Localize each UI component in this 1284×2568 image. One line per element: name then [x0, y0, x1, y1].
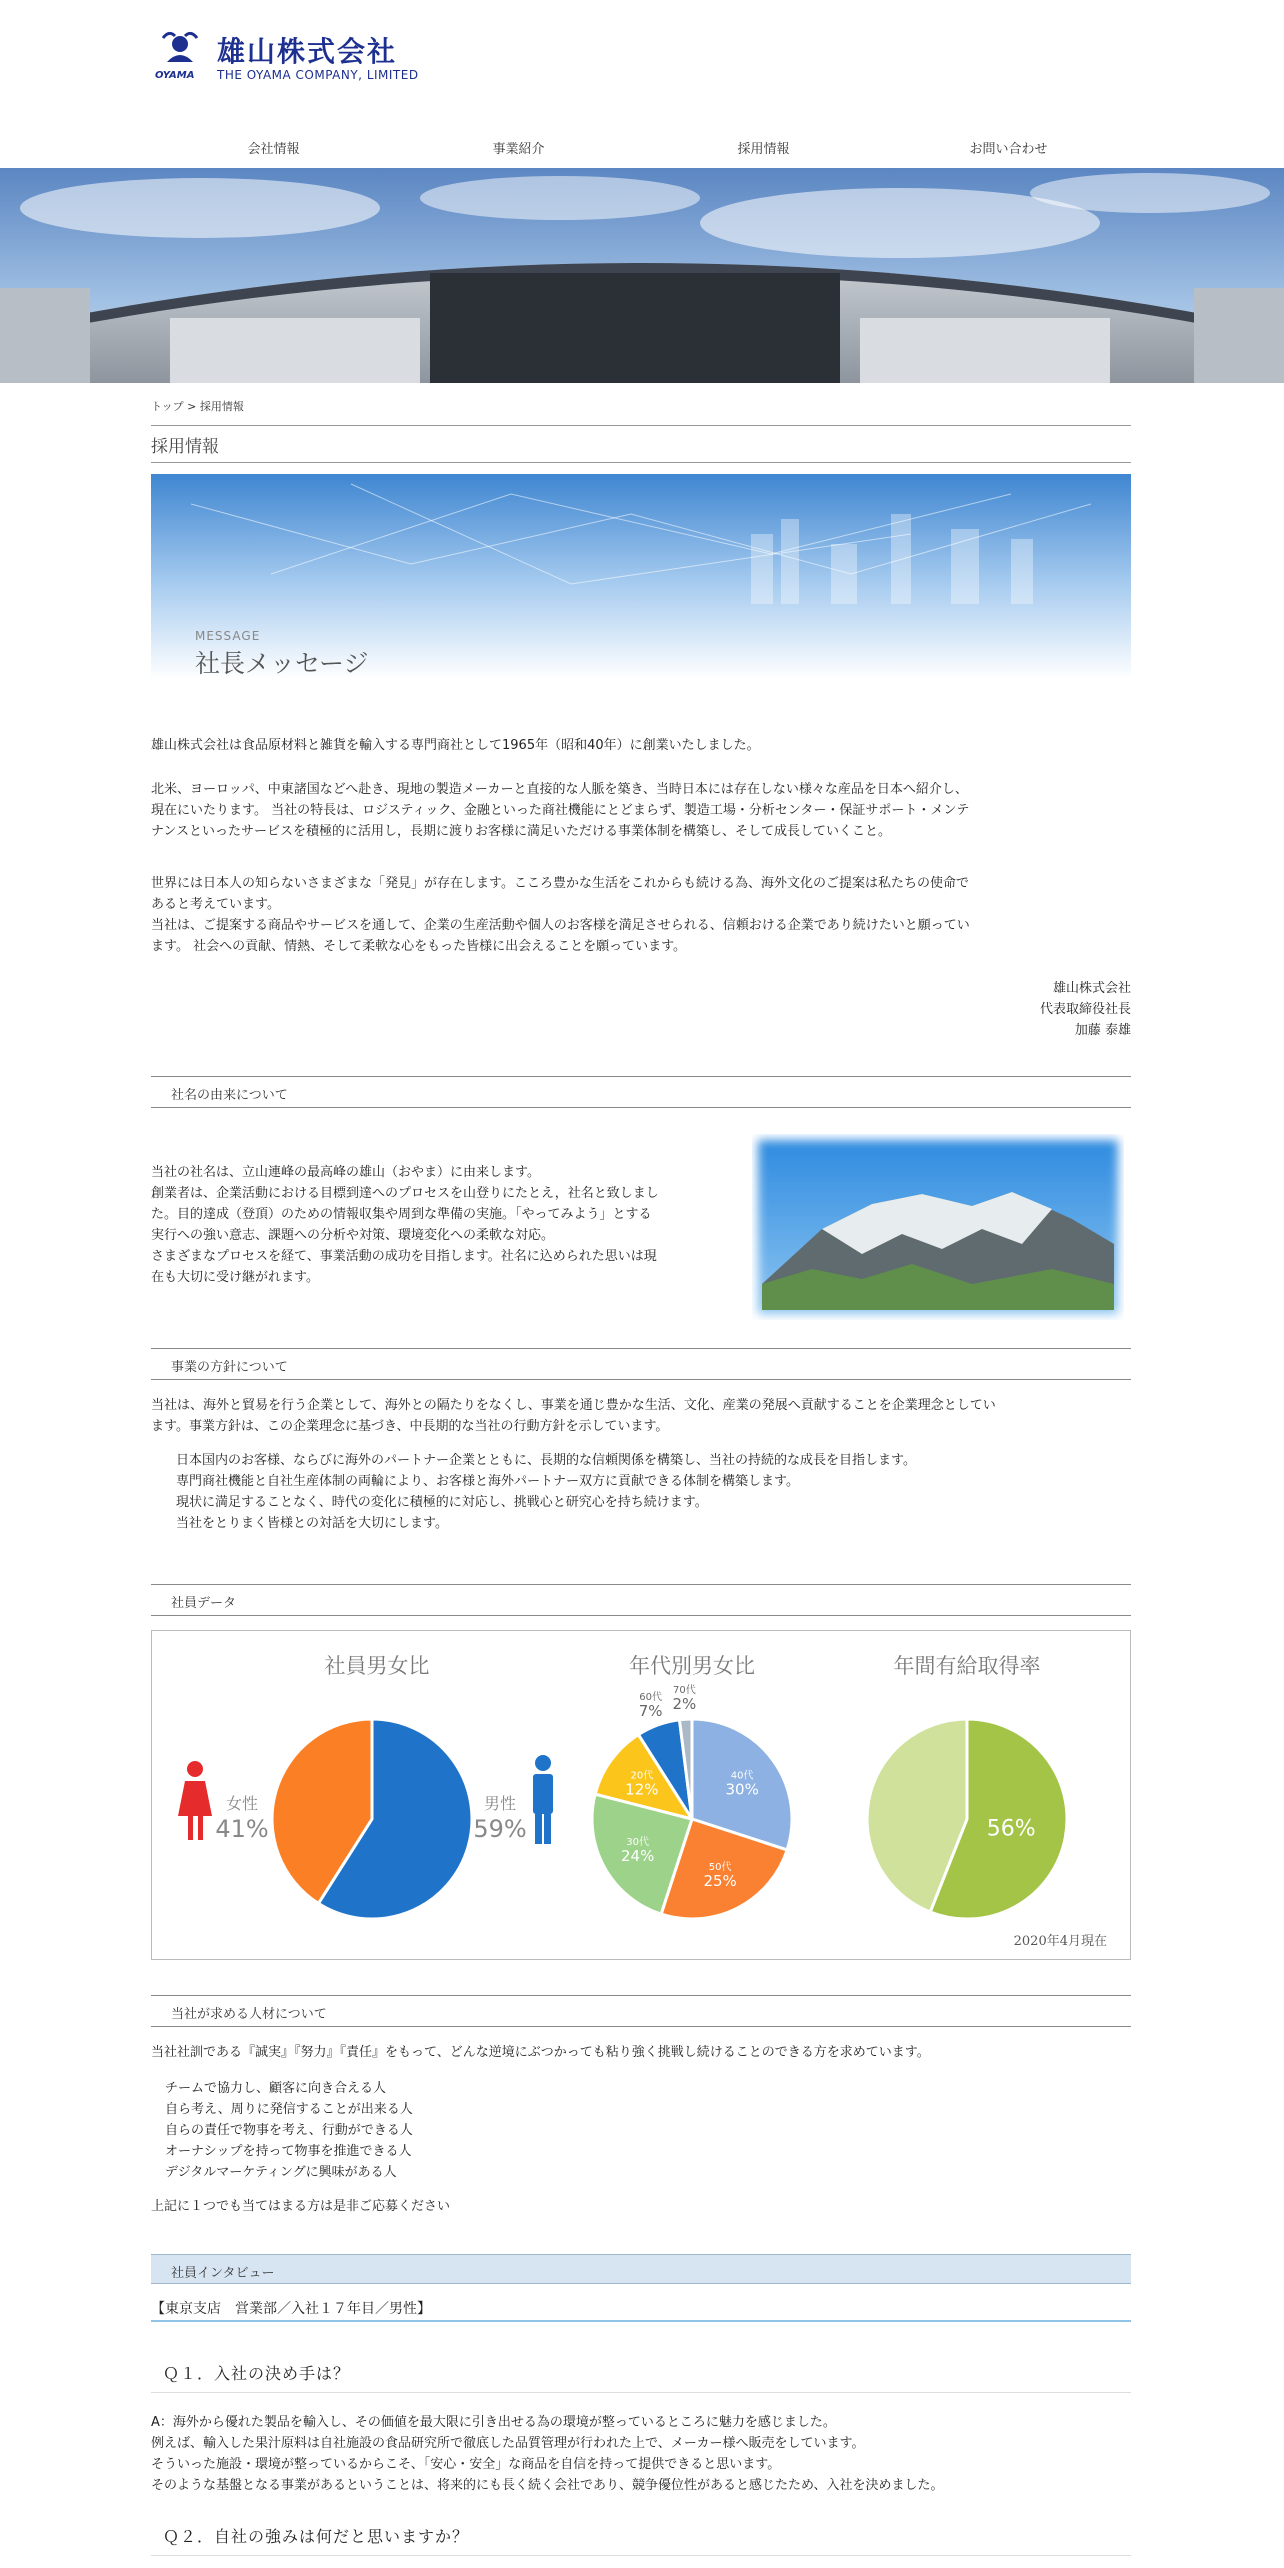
policy-list: [176, 1450, 1126, 1534]
pie-gender: [272, 1719, 472, 1919]
chart-title-age: 年代別男女比: [629, 1654, 755, 1678]
message-paragraph: 世界には日本人の知らないさまざまな「発見」が存在します。こころ豊かな生活をこれからも続ける為、海外文化のご提案は私たちの使命で あると考えています。 当社は、ご提案する商品やサービスを通して、企業の生産活動や個人のお客様を満足させられる、信頼おける企業であり続けたいと願ってい ます。 社会への貢献、情熱、そして柔軟な心をもった皆様に出会えることを願っています。: [151, 876, 970, 954]
page-title: 採用情報: [151, 437, 219, 457]
chart-title-leave: 年間有給取得率: [893, 1654, 1041, 1678]
message-title: 社長メッセージ: [195, 649, 369, 678]
male-pct: 59%: [473, 1815, 527, 1843]
list-item: チームで協力し、顧客に向き合える人: [165, 2081, 387, 2096]
list-item: 自らの責任で物事を考え、行動ができる人: [165, 2123, 413, 2138]
list-item: 日本国内のお客様、ならびに海外のパートナー企業とともに、長期的な信頼関係を構築し、当社の持続的な成長を目指します。: [176, 1453, 916, 1468]
breadcrumb[interactable]: トップ > 採用情報: [151, 400, 244, 413]
wanted-intro: 当社社訓である『誠実』『努力』『責任』をもって、どんな逆境にぶつかっても粘り強く挑戦し続けることのできる方を求めています。: [151, 2045, 930, 2060]
slice-category-label: 60代: [639, 1692, 663, 1704]
charts-svg: [152, 1631, 1130, 1959]
nav-business[interactable]: 事業紹介: [492, 142, 545, 157]
list-item: 現状に満足することなく、時代の変化に積極的に対応し、挑戦心と研究心を持ち続けます。: [176, 1495, 708, 1510]
list-item: 当社をとりまく皆様との対話を大切にします。: [176, 1516, 448, 1531]
section-heading-wanted: 当社が求める人材について: [151, 1995, 1131, 2027]
global-nav: [151, 138, 1131, 162]
list-item: 自ら考え、周りに発信することが出来る人: [165, 2102, 413, 2117]
nav-company-info[interactable]: 会社情報: [247, 142, 300, 157]
slice-value-label: 2%: [672, 1695, 697, 1714]
slice-value-label: 56%: [986, 1816, 1036, 1842]
wanted-closing: 上記に１つでも当てはまる方は是非ご応募ください: [151, 2199, 451, 2214]
message-banner: [151, 474, 1131, 679]
hero-image: [0, 168, 1284, 383]
question-1: Ｑ１．入社の決め手は？: [151, 2355, 1131, 2393]
female-icon: [178, 1761, 212, 1840]
policy-intro: 当社は、海外と貿易を行う企業として、海外との隔たりをなくし、事業を通じ豊かな生活、文化、産業の発展へ貢献することを企業理念としてい ます。事業方針は、この企業理念に基づき、中長期的な当社の行動方針を示しています。: [151, 1398, 996, 1434]
slice-category-label: 40代: [730, 1770, 754, 1782]
slice-category-label: 70代: [672, 1685, 696, 1697]
employee-data-charts: [151, 1630, 1131, 1960]
section-heading-origin: 社名の由来について: [151, 1076, 1131, 1108]
slice-category-label: 30代: [626, 1836, 650, 1848]
slice-value-label: 7%: [638, 1702, 663, 1721]
logo-sub: OYAMA: [155, 70, 195, 81]
slice-value-label: 12%: [625, 1780, 659, 1799]
nav-recruit[interactable]: 採用情報: [737, 142, 790, 157]
mountain-photo: [752, 1134, 1124, 1320]
chart-title-gender: 社員男女比: [324, 1654, 430, 1678]
list-item: 専門商社機能と自社生産体制の両輪により、お客様と海外パートナー双方に貢献できる体制を構築します。: [176, 1474, 799, 1489]
male-label: 男性: [483, 1794, 517, 1813]
list-item: オーナシップを持って物事を推進できる人: [165, 2144, 412, 2159]
slice-value-label: 25%: [703, 1872, 737, 1891]
pie-age: [592, 1683, 792, 1919]
slice-value-label: 24%: [620, 1846, 655, 1865]
section-heading-policy: 事業の方針について: [151, 1348, 1131, 1380]
slice-category-label: 20代: [630, 1770, 654, 1782]
nav-contact[interactable]: お問い合わせ: [969, 142, 1048, 157]
data-date-note: 2020年4月現在: [1013, 1934, 1107, 1949]
question-2: Ｑ２．自社の強みは何だと思いますか？: [151, 2518, 1131, 2556]
divider: [151, 462, 1131, 463]
company-name-jp: 雄山株式会社: [217, 35, 398, 68]
message-label: MESSAGE: [195, 629, 261, 643]
message-paragraph: 北米、ヨーロッパ、中東諸国などへ赴き、現地の製造メーカーと直接的な人脈を築き、当時日本には存在しない様々な産品を日本へ紹介し、 現在にいたります。 当社の特長は、ロジスティック、金融といった商社機能にとどまらず、製造工場・分析センター・保証サポート・メンテ ナンスといったサービスを積極的に活用し，長期に渡りお客様に満足いただける事業体制を構築し、そして成長していくこと。: [151, 782, 970, 839]
origin-text: 当社の社名は、立山連峰の最高峰の雄山（おやま）に由来します。 創業者は、企業活動における目標到達へのプロセスを山登りにたとえ，社名と致しまし た。目的達成（登頂）のための情報収集や周到な準備の実施。「やってみよう」とする 実行への強い意志、課題への分析や対策、環境変化への柔軟な対応。 さまざまなプロセスを経て、事業活動の成功を目指します。社名に込められた思いは現 在も大切に受け継がれます。: [151, 1165, 659, 1285]
slice-value-label: 30%: [725, 1780, 759, 1799]
answer-1: A：海外から優れた製品を輸入し、その価値を最大限に引き出せる為の環境が整っているところに魅力を感じました。 例えば、輸入した果汁原料は自社施設の食品研究所で徹底した品質管理が行われた上で、メーカー様へ販売をしています。 そういった施設・環境が整っているからこそ、「安心・安全」な商品を自信を持って提供できると思います。 そのような基盤となる事業があるということは、将来的にも長く続く会社であり、競争優位性があると感じたため、入社を決めました。: [151, 2415, 944, 2493]
company-logo[interactable]: [155, 28, 435, 86]
pie-leave: [867, 1719, 1067, 1919]
divider: [151, 425, 1131, 426]
slice-category-label: 50代: [708, 1862, 732, 1874]
message-paragraph: 雄山株式会社は食品原材料と雑貨を輸入する専門商社として1965年（昭和40年）に創業いたしました。: [151, 738, 760, 753]
female-pct: 41%: [215, 1815, 269, 1843]
company-name-en: THE OYAMA COMPANY, LIMITED: [217, 68, 419, 82]
section-heading-interview: 社員インタビュー: [151, 2254, 1131, 2284]
interviewee-profile: 【東京支店 営業部／入社１７年目／男性】: [151, 2298, 1131, 2322]
female-label: 女性: [225, 1794, 259, 1813]
wanted-list: [165, 2078, 1115, 2183]
list-item: デジタルマーケティングに興味がある人: [165, 2165, 397, 2180]
president-signature: 雄山株式会社 代表取締役社長 加藤 泰雄: [1039, 981, 1131, 1038]
section-heading-employee-data: 社員データ: [151, 1584, 1131, 1616]
male-icon: [533, 1755, 553, 1844]
